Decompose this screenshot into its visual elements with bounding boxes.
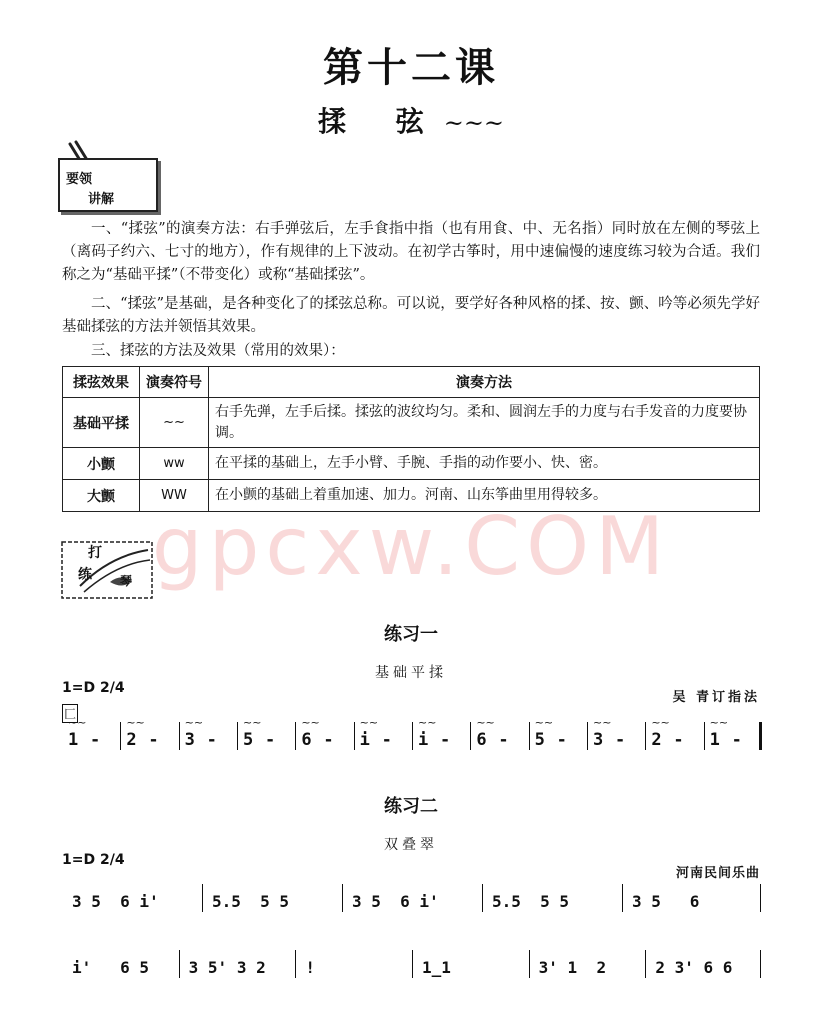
vibrato-mark: ~~ — [593, 716, 612, 729]
exercise2-attribution: 河南民间乐曲 — [675, 866, 760, 881]
barline — [202, 884, 203, 912]
practice-char-1: 打 — [88, 545, 102, 561]
dash: - — [148, 730, 159, 750]
measure: 3 5 6 i' — [352, 892, 439, 911]
vibrato-mark: ~~ — [243, 716, 262, 729]
practice-badge — [60, 536, 156, 602]
barline — [760, 950, 761, 978]
subtitle-text: 揉 弦 — [317, 105, 444, 138]
barline — [120, 722, 121, 750]
exercise2-staff-line2 — [62, 958, 762, 998]
measure: 3 5 6 i' — [72, 892, 159, 911]
note: i — [418, 730, 429, 750]
exercise2-subtitle: 双叠翠 — [384, 837, 438, 853]
paragraph-3: 三、揉弦的方法及效果（常用的效果）： — [91, 343, 345, 359]
vibrato-mark: ~~ — [651, 716, 670, 729]
lesson-title: 第十二课 — [323, 44, 499, 91]
barline — [237, 722, 238, 750]
badge-line2: 讲解 — [88, 192, 115, 207]
paragraph-2: 二、“揉弦”是基础，是各种变化了的揉弦总称。可以说，要学好各种风格的揉、按、颤、吟等必须先学好基础揉弦的方法并领悟其效果。 — [62, 296, 760, 335]
row-method: 在平揉的基础上，左手小臂、手腕、手指的动作要小、快、密。 — [209, 448, 760, 480]
barline — [354, 722, 355, 750]
dash: - — [498, 730, 509, 750]
measure: 3 5 6 — [632, 892, 700, 911]
vibrato-mark: ~~ — [184, 716, 204, 729]
dash: - — [381, 730, 392, 750]
vibrato-mark: ~~ — [418, 716, 437, 729]
zither-illustration-icon — [60, 536, 156, 602]
exercise1-title: 练习一 — [384, 624, 438, 645]
row-symbol: WW — [140, 480, 209, 512]
final-barline — [759, 722, 762, 750]
dash: - — [90, 730, 101, 750]
measure: 5.5 5 5 — [212, 892, 290, 911]
table-row — [63, 448, 760, 480]
barline — [412, 950, 413, 978]
row-method: 在小颤的基础上着重加速、加力。河南、山东筝曲里用得较多。 — [209, 480, 760, 512]
barline — [470, 722, 471, 750]
barline — [645, 722, 646, 750]
dash: - — [615, 730, 626, 750]
note: 5 — [243, 730, 254, 750]
measure: 5.5 5 5 — [492, 892, 570, 911]
vibrato-mark: ~~ — [359, 716, 379, 729]
header-effect: 揉弦效果 — [63, 367, 140, 398]
dash: - — [206, 730, 217, 750]
barline — [342, 884, 343, 912]
vibrato-mark: ~~ — [534, 716, 554, 729]
row-method: 右手先弹，左手后揉。揉弦的波纹均匀。柔和、圆润左手的力度与右手发音的力度要协调。 — [209, 398, 760, 448]
barline — [412, 722, 413, 750]
paragraph-1: 一、“揉弦”的演奏方法：右手弹弦后，左手食指中指（也有用食、中、无名指）同时放在左侧的琴弦上（离码子约六、七寸的地方），作有规律的上下波动。在初学古筝时，用中速偏慢的速度练习较为合适。我们称之为“基础平揉”（不带变化）或称“基础揉弦”。 — [62, 221, 760, 283]
dash: - — [731, 730, 742, 750]
row-symbol: ww — [140, 448, 209, 480]
barline — [529, 950, 530, 978]
table-row — [63, 398, 760, 448]
row-effect: 大颤 — [63, 480, 140, 512]
vibrato-mark: ~~ — [476, 716, 495, 729]
technique-table — [62, 366, 760, 512]
barline — [645, 950, 646, 978]
practice-char-3: 琴 — [120, 574, 133, 588]
note: 5 — [534, 730, 545, 750]
practice-char-2: 练 — [78, 567, 92, 583]
barline — [179, 722, 180, 750]
barline — [529, 722, 530, 750]
lesson-subtitle — [0, 100, 822, 140]
vibrato-mark: ~~ — [709, 716, 729, 729]
barline — [295, 950, 296, 978]
badge-line1: 要领 — [66, 172, 93, 187]
note: 1 — [709, 730, 720, 750]
clef-mark: 匚 — [62, 704, 78, 723]
explain-badge — [58, 158, 158, 212]
exercise1-attribution: 吴 青订指法 — [672, 690, 760, 705]
note: i — [359, 730, 370, 750]
dash: - — [265, 730, 276, 750]
measure: ! — [305, 958, 315, 977]
header-symbol: 演奏符号 — [140, 367, 209, 398]
barline — [482, 884, 483, 912]
exercise1-key: 1=D 2/4 — [62, 680, 125, 696]
row-symbol: ~~ — [140, 398, 209, 448]
dash: - — [440, 730, 451, 750]
measure: 2 3' 6 6 — [655, 958, 733, 977]
note: 3 — [593, 730, 604, 750]
vibrato-mark: ~~ — [68, 716, 87, 729]
barline — [704, 722, 705, 750]
subtitle-wave: ~~~ — [443, 109, 505, 137]
note: 1 — [68, 730, 79, 750]
note: 6 — [301, 730, 312, 750]
vibrato-mark: ~~ — [301, 716, 320, 729]
barline — [587, 722, 588, 750]
barline — [295, 722, 296, 750]
barline — [622, 884, 623, 912]
header-method: 演奏方法 — [209, 367, 760, 398]
row-effect: 基础平揉 — [63, 398, 140, 448]
watermark: gpcxw.COM — [151, 500, 671, 593]
note: 2 — [651, 730, 662, 750]
dash: - — [323, 730, 334, 750]
note: 3 — [184, 730, 195, 750]
dash: - — [673, 730, 684, 750]
dash: - — [556, 730, 567, 750]
measure: 3' 1 2 — [538, 958, 607, 977]
barline — [760, 884, 761, 912]
measure: 1_1 — [422, 958, 451, 977]
note: 2 — [126, 730, 137, 750]
measure: i' 6 5 — [72, 958, 150, 977]
exercise2-key: 1=D 2/4 — [62, 852, 125, 868]
exercise2-title: 练习二 — [384, 796, 438, 817]
vibrato-mark: ~~ — [126, 716, 145, 729]
row-effect: 小颤 — [63, 448, 140, 480]
table-header-row — [63, 367, 760, 398]
exercise2-staff-line1 — [62, 892, 762, 932]
exercise1-staff — [62, 716, 762, 770]
barline — [179, 950, 180, 978]
note: 6 — [476, 730, 487, 750]
measure: 3 5' 3 2 — [188, 958, 266, 977]
exercise1-subtitle: 基础平揉 — [375, 665, 447, 681]
